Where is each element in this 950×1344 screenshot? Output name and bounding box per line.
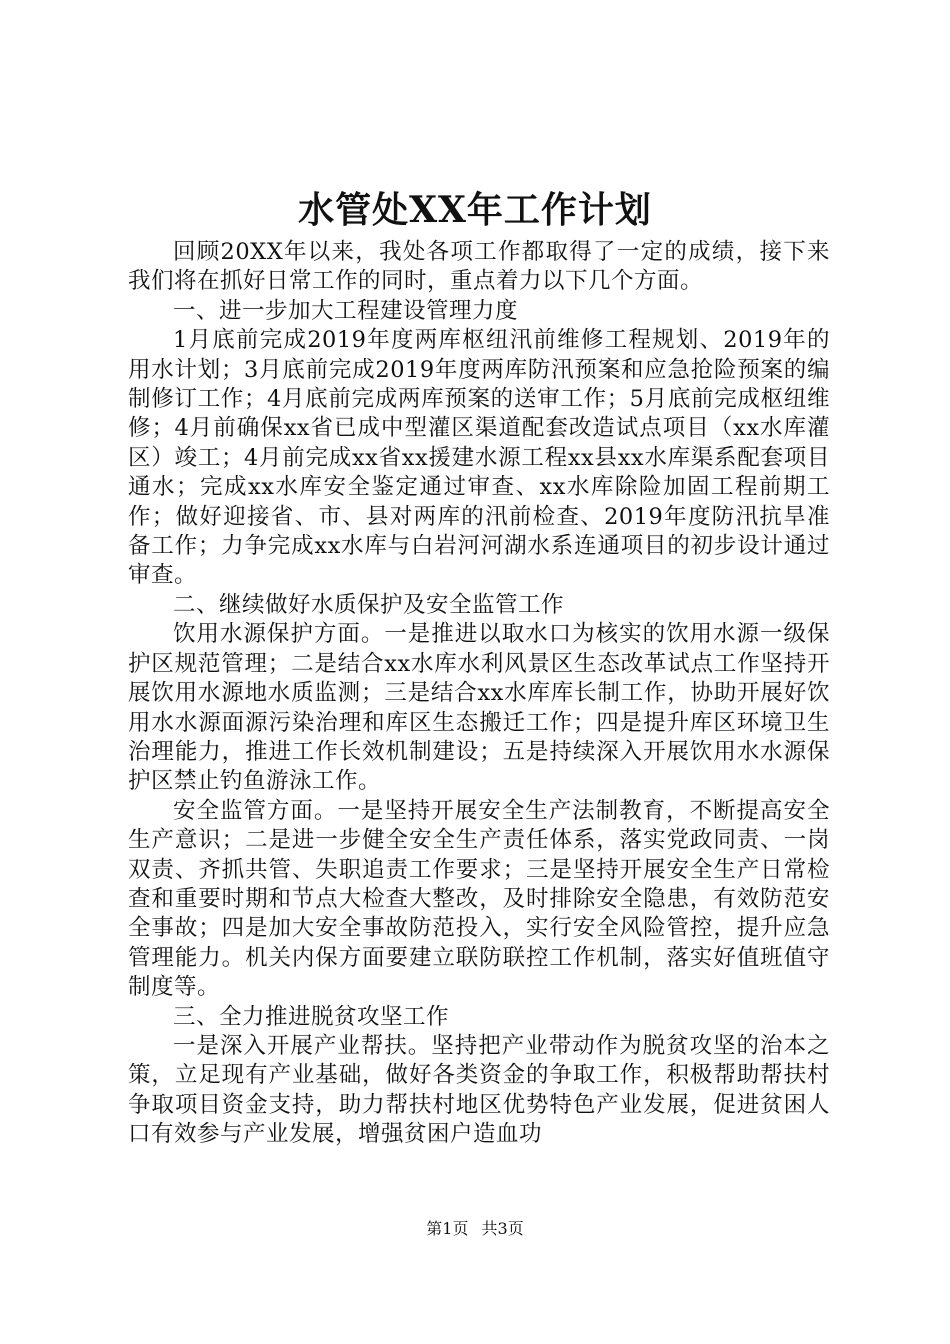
- document-body: [128, 238, 830, 1150]
- page-footer: [0, 1218, 950, 1240]
- paragraph-construction: 1月底前完成2019年度两库枢纽汛前维修工程规划、2019年的用水计划；3月底前完成2019年度两库防汛预案和应急抢险预案的编制修订工作；4月底前完成两库预案的送审工作；5月底前完成枢纽维修；4月前确保xx省已成中型灌区渠道配套改造试点项目（xx水库灌区）竣工；4月前完成xx省xx援建水源工程xx县xx水库渠系配套项目通水；完成xx水库安全鉴定通过审查、xx水库除险加固工程前期工作；做好迎接省、市、县对两库的汛前检查、2019年度防汛抗旱准备工作；力争完成xx水库与白岩河河湖水系连通项目的初步设计通过审查。: [128, 327, 830, 589]
- paragraph-intro: 回顾20XX年以来，我处各项工作都取得了一定的成绩，接下来我们将在抓好日常工作的同时，重点着力以下几个方面。: [128, 239, 830, 295]
- paragraph-poverty: 一是深入开展产业帮扶。坚持把产业带动作为脱贫攻坚的治本之策，立足现有产业基础，做好各类资金的争取工作，积极帮助帮扶村争取项目资金支持，助力帮扶村地区优势特色产业发展，促进贫困人口有效参与产业发展，增强贫困户造血功: [128, 1032, 830, 1148]
- section-heading-1: 一、进一步加大工程建设管理力度: [173, 297, 519, 324]
- paragraph-water-source: 饮用水源保护方面。一是推进以取水口为核实的饮用水源一级保护区规范管理；二是结合xx水库水利风景区生态改革试点工作坚持开展饮用水源地水质监测；三是结合xx水库库长制工作，协助开展好饮用水水源面源污染治理和库区生态搬迁工作；四是提升库区环境卫生治理能力，推进工作长效机制建设；五是持续深入开展饮用水水源保护区禁止钓鱼游泳工作。: [128, 621, 830, 795]
- page-number: 第1页: [426, 1219, 469, 1238]
- section-heading-3: 三、全力推进脱贫攻坚工作: [173, 1003, 450, 1030]
- page-total: 共3页: [481, 1219, 524, 1238]
- section-heading-2: 二、继续做好水质保护及安全监管工作: [173, 591, 565, 618]
- document-title: 水管处XX年工作计划: [298, 189, 652, 231]
- paragraph-safety: 安全监管方面。一是坚持开展安全生产法制教育，不断提高安全生产意识；二是进一步健全安全生产责任体系，落实党政同责、一岗双责、齐抓共管、失职追责工作要求；三是坚持开展安全生产日常检查和重要时期和节点大检查大整改，及时排除安全隐患，有效防范安全事故；四是加大安全事故防范投入，实行安全风险管控，提升应急管理能力。机关内保方面要建立联防联控工作机制，落实好值班值守制度等。: [128, 797, 830, 1001]
